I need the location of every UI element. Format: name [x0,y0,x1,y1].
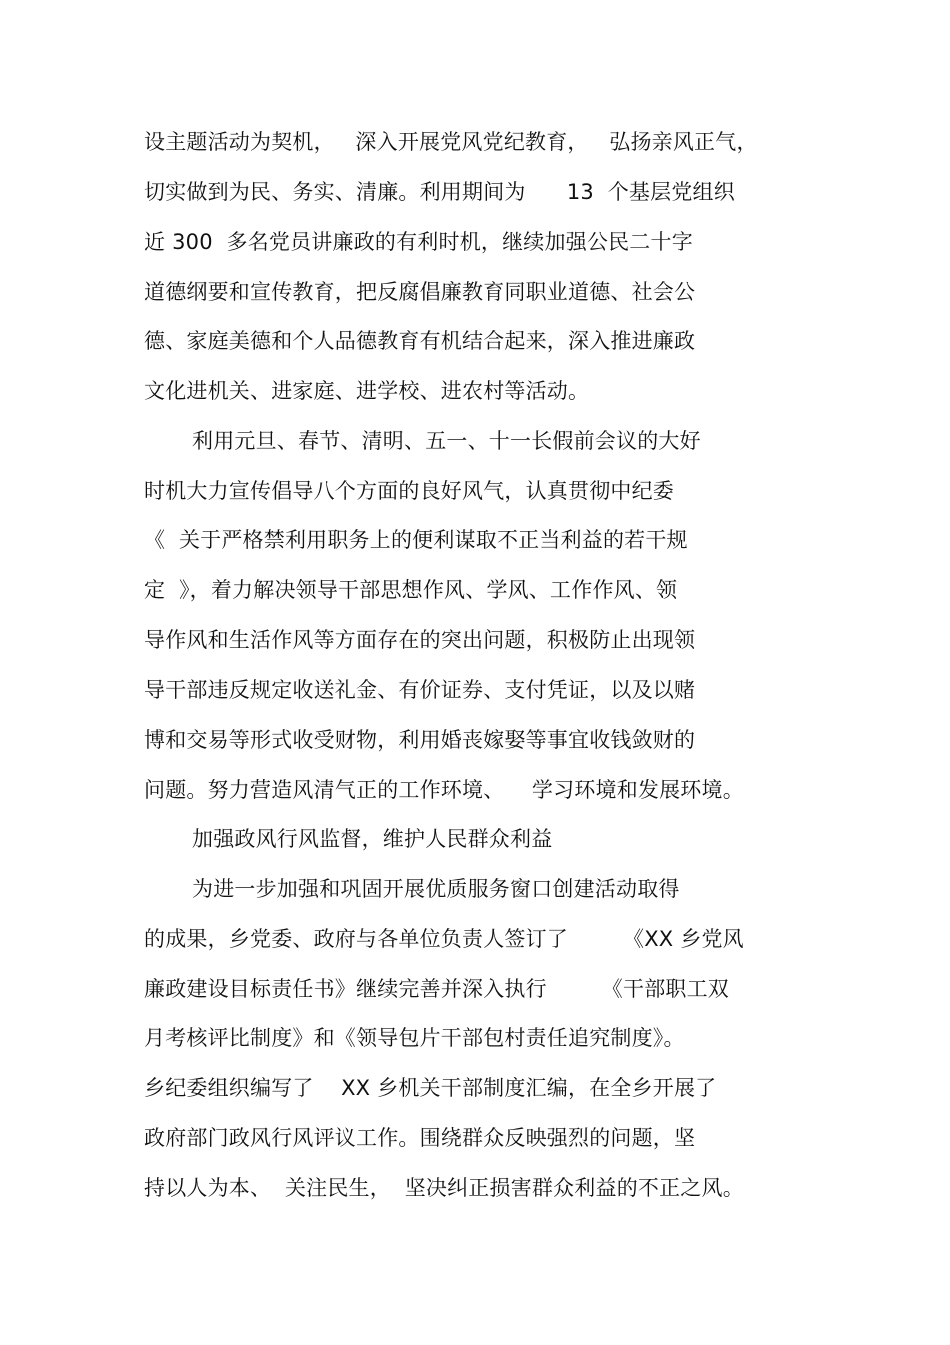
text-line-18: 廉政建设目标责任书》继续完善并深入执行 《干部职工双 [144,977,729,1001]
text-line-8: 时机大力宣传倡导八个方面的良好风气，认真贯彻中纪委 [144,479,674,503]
text-line-12: 导干部违反规定收送礼金、有价证券、支付凭证，以及以赌 [144,678,696,702]
text-line-6: 文化进机关、进家庭、进学校、进农村等活动。 [144,379,590,403]
text-line-16: 为进一步加强和巩固开展优质服务窗口创建活动取得 [192,877,680,901]
text-line-21: 政府部门政风行风评议工作。围绕群众反映强烈的问题，坚 [144,1126,696,1150]
text-line-10: 定 》，着力解决领导干部思想作风、学风、工作作风、领 [144,578,678,602]
text-line-20: 乡纪委组织编写了 XX 乡机关干部制度汇编，在全乡开展了 [144,1076,717,1100]
text-line-13: 博和交易等形式收受财物，利用婚丧嫁娶等事宜收钱敛财的 [144,728,696,752]
text-line-14: 问题。努力营造风清气正的工作环境、 学习环境和发展环境。 [144,778,744,802]
text-line-4: 道德纲要和宣传教育，把反腐倡廉教育同职业道德、社会公 [144,280,696,304]
text-line-9: 《 关于严格禁利用职务上的便利谋取不正当利益的若干规 [144,528,688,552]
text-line-5: 德、家庭美德和个人品德教育有机结合起来，深入推进廉政 [144,329,696,353]
text-line-3: 近 300 多名党员讲廉政的有利时机，继续加强公民二十字 [144,230,693,254]
text-line-19: 月考核评比制度》和《领导包片干部包村责任追究制度》。 [144,1026,685,1050]
text-line-17: 的成果，乡党委、政府与各单位负责人签订了 《XX 乡党风 [144,927,744,951]
text-line-22: 持以人为本、 关注民生， 坚决纠正损害群众利益的不正之风。 [144,1176,744,1200]
text-line-7: 利用元旦、春节、清明、五一、十一长假前会议的大好 [192,429,701,453]
text-line-2: 切实做到为民、务实、清廉。利用期间为 13 个基层党组织 [144,180,735,204]
section-heading: 加强政风行风监督，维护人民群众利益 [192,827,553,851]
text-line-1: 设主题活动为契机， 深入开展党风党纪教育， 弘扬亲风正气， [144,130,758,154]
text-line-11: 导作风和生活作风等方面存在的突出问题，积极防止出现领 [144,628,696,652]
